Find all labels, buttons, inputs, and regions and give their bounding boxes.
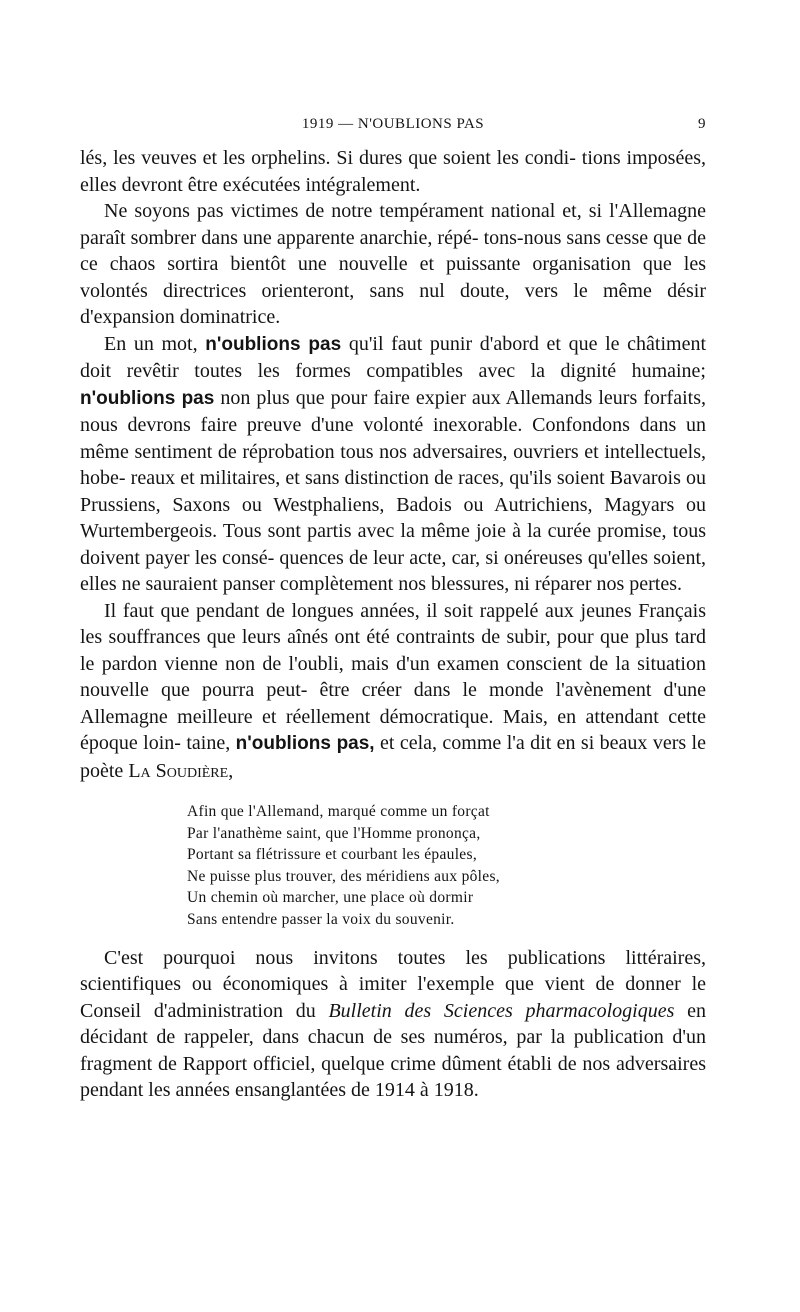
emphasis-text: n'oublions pas [205, 333, 342, 355]
emphasis-text: n'oublions pas, [235, 733, 375, 754]
paragraph-text: C'est pourquoi nous invitons toutes les publications littéraires, scientifiques ou économiques à imiter l'exemple que vient de donner le Conseil d'administration du [80, 946, 706, 1022]
paragraph-text: Ne soyons pas victimes de notre tempérament national et, si l'Allemagne paraît sombrer dans une apparente anarchie, répé- tons-nous sans cesse que de ce chaos sortira bientôt une nouvelle et puissante organisation que les volontés directrices orienteront, sans nul doute, vers le même désir d'expansion dominatrice. [80, 200, 706, 328]
author-name: La Soudière, [128, 759, 234, 782]
paragraph-text: En un mot, [104, 332, 198, 355]
paragraph-text: non plus que pour faire expier aux Allemands leurs forfaits, nous devrons faire preuve d'une volonté inexorable. Confondons dans un même sentiment de réprobation tous nos adversaires, ouvriers et intellectuels, hobe- reaux et militaires, et sans distinction de races, qu'ils soient Bavarois ou Prussiens, Saxons ou Westphaliens, Badois ou Autrichiens, Magyars ou Wurtembergeois. Tous sont partis avec la même joie à la curée promise, tous doivent payer les consé- quences de leur acte, car, si onéreuses qu'elles soient, elles ne sauraient panser complètement nos blessures, ni réparer nos pertes. [80, 386, 706, 595]
paragraph-3 [80, 331, 706, 598]
page-header [80, 116, 706, 138]
paragraph-4 [80, 598, 706, 785]
paragraph-text: lés, les veuves et les orphelins. Si dures que soient les condi- tions imposées, elles devront être exécutées intégralement. [80, 147, 706, 196]
poem-quote [187, 801, 706, 931]
poem-line: Afin que l'Allemand, marqué comme un forçat [187, 803, 490, 820]
running-title: 1919 — N'OUBLIONS PAS [301, 116, 485, 132]
body-text [80, 145, 706, 1104]
paragraph-text: en décidant de rappeler, dans chacun de ses numéros, par la publication d'un fragment de Rapport officiel, quelque crime dûment établi de nos adversaires pendant les années ensanglantées de 1914 à 1918. [80, 999, 706, 1102]
poem-line: Par l'anathème saint, que l'Homme prononça, [187, 824, 481, 842]
poem-line: Un chemin où marcher, une place où dormir [187, 889, 474, 907]
paragraph-1 [80, 145, 706, 198]
poem-line: Sans entendre passer la voix du souvenir. [187, 910, 455, 928]
paragraph-2 [80, 198, 706, 331]
emphasis-text: n'oublions pas [80, 387, 215, 409]
journal-title: Bulletin des Sciences pharmacologiques [328, 999, 675, 1022]
paragraph-5 [80, 945, 706, 1104]
poem-line: Ne puisse plus trouver, des méridiens aux pôles, [187, 867, 500, 885]
paragraph-text: qu'il faut punir d'abord et que le châtiment doit revêtir toutes les formes compatibles avec la dignité humaine; [80, 332, 707, 382]
page-number: 9 [698, 116, 706, 132]
paragraph-text: et cela, comme l'a dit en si beaux vers le poète [80, 732, 706, 782]
paragraph-text: Il faut que pendant de longues années, il soit rappelé aux jeunes Français les souffrances que leurs aînés ont été contraints de subir, pour que plus tard le pardon vienne non de l'oubli, mais d'un examen conscient de la situation nouvelle que pourra peut- être créer dans le monde l'avènement d'une Allemagne meilleure et réellement démocratique. Mais, en attendant cette époque loin- taine, [80, 599, 706, 754]
poem-line: Portant sa flétrissure et courbant les épaules, [187, 846, 477, 864]
